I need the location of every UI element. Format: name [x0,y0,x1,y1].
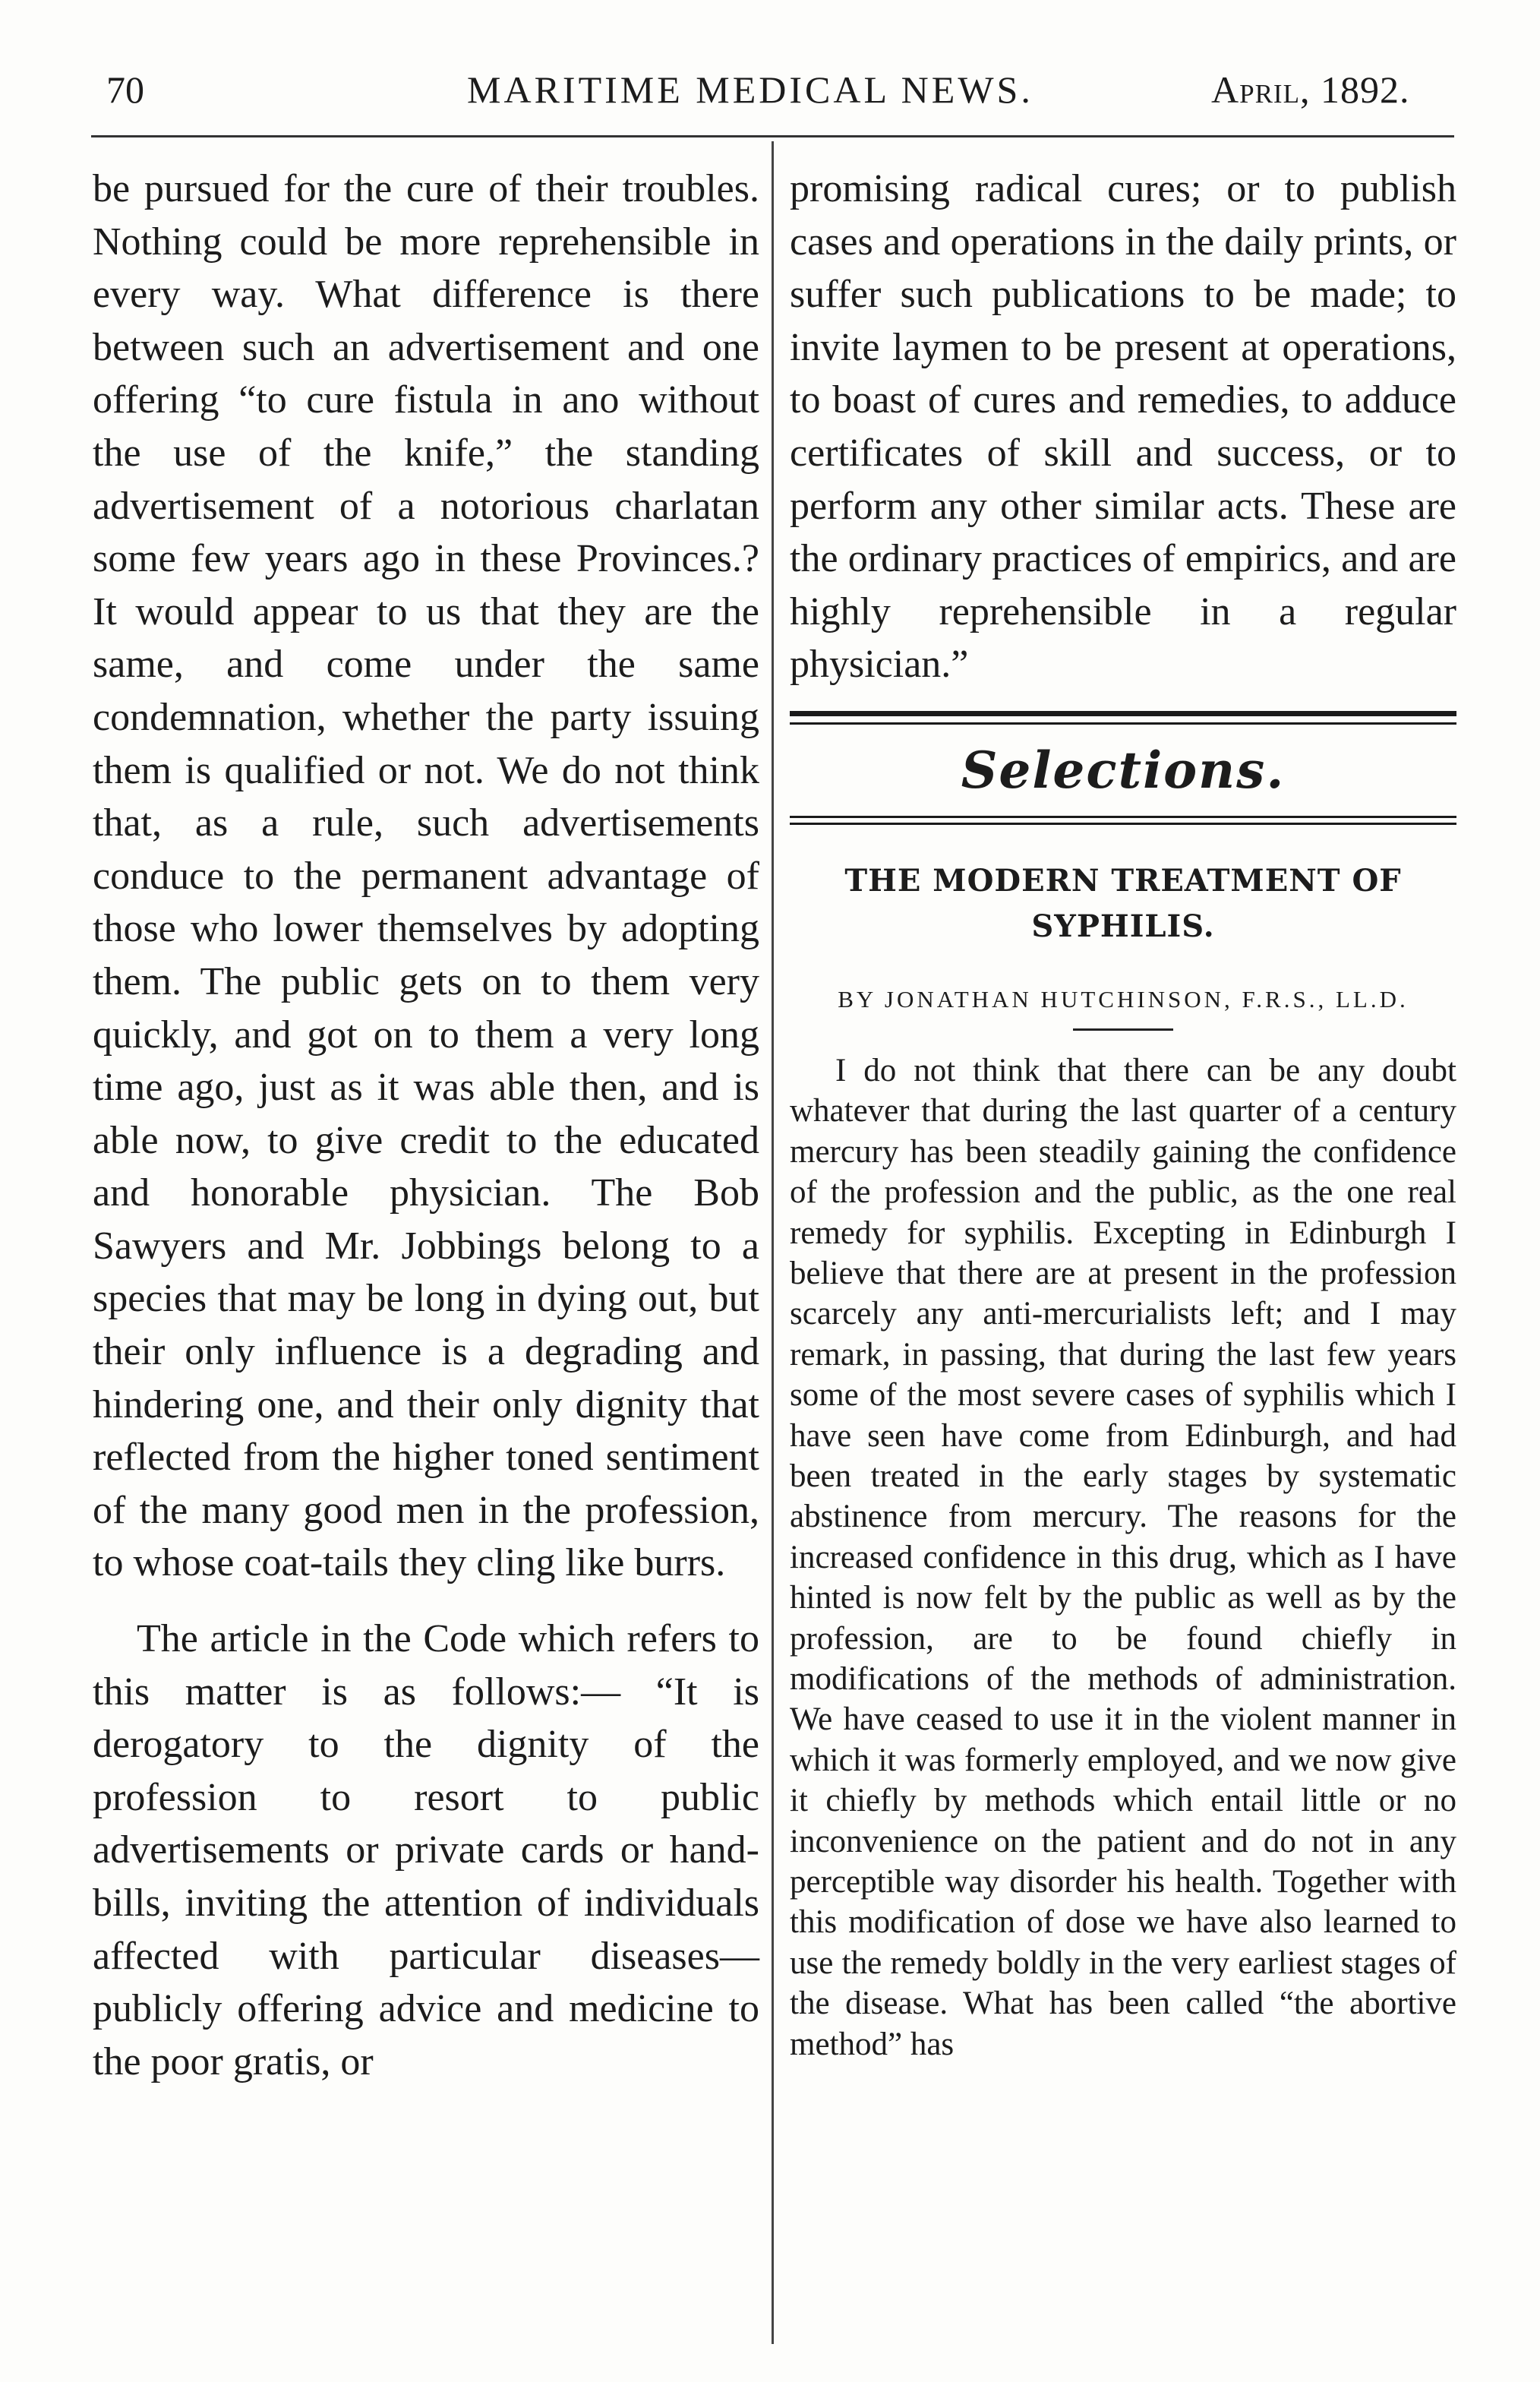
byline-rule [1073,1028,1173,1031]
right-column [790,163,1456,2065]
section-rule-lower-1 [790,816,1456,818]
quotation-continuation: promising radical cures; or to publish cases and operations in the daily prints, or suffer such publications to be made; to invite laymen to be present at operations, to boast of cures and remedies, to adduce certificates of skill and success, or to perform any other similar acts. These are the ordinary practices of empirics, and are highly reprehensible in a regular physician.” [790,167,1456,687]
left-column [93,163,759,2088]
issue-date: April, 1892. [1211,68,1410,111]
article-byline: BY JONATHAN HUTCHINSON, F.R.S., LL.D. [838,985,1409,1013]
running-title: MARITIME MEDICAL NEWS. [467,68,1034,111]
column-divider [772,141,774,2344]
article-body: I do not think that there can be any doubt whatever that during the last quarter of a century mercury has been steadily gaining the confidence of the profession and the public, as the one real remedy for syphilis. Excepting in Edinburgh I believe that there are at present in the profession scarcely any anti-mercurialists left; and I may remark, in passing, that during the last few years some of the most severe cases of syphilis which I have seen have come from Edinburgh, and had been treated in the early stages by systematic abstinence from mercury. The reasons for the increased confidence in this drug, which as I have hinted is now felt by the public as well as by the profession, are to be found chiefly in modifications of the methods of administration. We have ceased to use it in the violent manner in which it was formerly employed, and we now give it chiefly by methods which entail little or no inconvenience on the patient and do not in any perceptible way disorder his health. Together with this modification of dose we have also learned to use the remedy boldly in the very earliest stages of the disease. What has been called “the abortive method” has [790,1052,1456,2062]
header-rule [91,135,1454,137]
section-heading: Selections. [961,740,1286,800]
section-rule-lower-2 [790,823,1456,825]
section-rule-thick [790,711,1456,716]
code-quotation-paragraph: The article in the Code which refers to this matter is as follows:— “It is derogatory to the dignity of the profession to resort to public advertisements or private cards or hand-bills, inviting the attention of individuals affected with particular diseases—publicly offering advice and medicine to the poor gratis, or [93,1617,759,2083]
article-title: THE MODERN TREATMENT OF SYPHILIS. [844,862,1402,944]
page-number: 70 [106,68,144,111]
editorial-paragraph: be pursued for the cure of their troubles. Nothing could be more reprehensible in every way. What difference is there between such an advertisement and one offering “to cure fistula in ano without the use of the knife,” the standing advertisement of a notorious charlatan some few years ago in these Provinces.? It would appear to us that they are the same, and come under the same condemnation, whether the party issuing them is qualified or not. We do not think that, as a rule, such advertisements conduce to the permanent advantage of those who lower themselves by adopting them. The public gets on to them very quickly, and got on to them a very long time ago, just as it was able then, and is able now, to give credit to the educated and honorable physician. The Bob Sawyers and Mr. Jobbings belong to a species that may be long in dying out, but their only influence is a degrading and hindering one, and their only dignity that reflected from the higher toned sentiment of the many good men in the profession, to whose coat-tails they cling like burrs. [93,167,759,1585]
